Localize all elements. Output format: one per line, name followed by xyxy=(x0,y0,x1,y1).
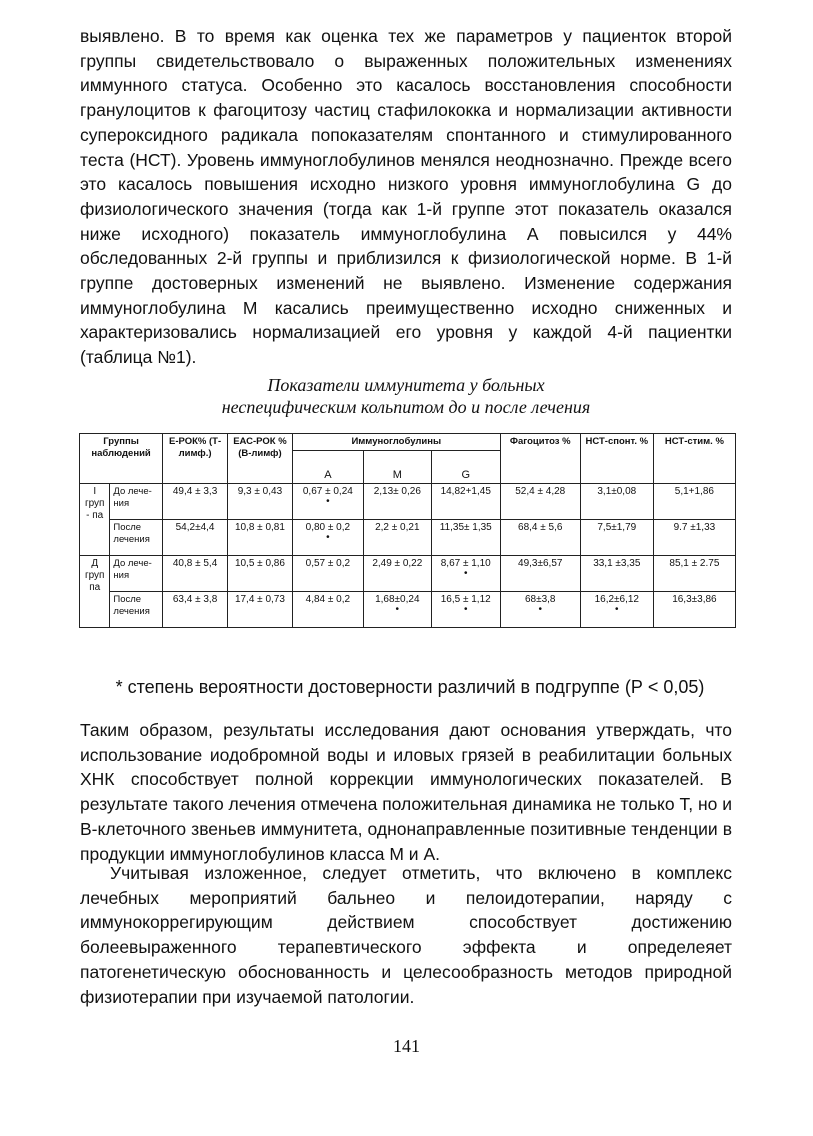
table-caption-line-1: Показатели иммунитета у больных xyxy=(267,375,545,395)
ig-m-cell: 2,2 ± 0,21 xyxy=(363,520,431,556)
ig-a-value: 0,67 ± 0,24 xyxy=(302,486,353,497)
body-paragraph-1: выявлено. В то время как оценка тех же параметров у пациенток второй группы свидетельствовало о выраженных положительных изменениях иммунного статуса. Особенно это касалось восстановления способности гранулоцитов к фагоцитозу частиц стафилококка и нормализации активности супероксидного радикала попоказателям спонтанного и стимулированного теста (НСТ). Уровень иммуноглобулинов менялся неоднозначно. Прежде всего это касалось повышения исходно низкого уровня иммуноглобулина G до физиологического значения (тогда как 1-й группе этот показатель оказался ниже исходного) показатель иммуноглобулина А повысился у 44% обследованных 2-й группы и приблизился к физиологической норме. В 1-й группе достоверных изменений не выявлено. Изменение содержания иммуноглобулина М касались преимущественно исходно сниженных и характеризовались нормализацией его уровня у каждой 4-й пациентки (таблица №1). xyxy=(80,26,732,368)
ig-m-cell xyxy=(363,592,431,628)
group-1-label: I груп - па xyxy=(80,484,110,556)
erok-cell: 54,2±4,4 xyxy=(163,520,228,556)
ig-m-value: 1,68±0,24 xyxy=(375,594,420,605)
nst-spont-cell: 7,5±1,79 xyxy=(580,520,653,556)
ig-g-value: 16,5 ± 1,12 xyxy=(440,594,491,605)
ig-g-cell xyxy=(431,592,500,628)
period-label: После лечения xyxy=(110,592,163,628)
phago-value: 68±3,8 xyxy=(524,594,556,605)
table-caption xyxy=(80,374,732,418)
immunity-table xyxy=(79,433,736,628)
ig-m-cell: 2,13± 0,26 xyxy=(363,484,431,520)
table-row xyxy=(80,592,736,628)
phago-cell: 52,4 ± 4,28 xyxy=(500,484,580,520)
erok-cell: 49,4 ± 3,3 xyxy=(163,484,228,520)
nst-spont-value: 16,2±6,12 xyxy=(594,594,639,605)
eacrok-cell: 17,4 ± 0,73 xyxy=(228,592,293,628)
eacrok-cell: 10,5 ± 0,86 xyxy=(228,556,293,592)
period-label: До лече-ния xyxy=(110,484,163,520)
nst-stim-cell: 9.7 ±1,33 xyxy=(653,520,735,556)
ig-a-cell xyxy=(292,484,363,520)
nst-stim-cell: 16,3±3,86 xyxy=(653,592,735,628)
period-label: До лече-ния xyxy=(110,556,163,592)
significance-marker: • xyxy=(326,496,330,507)
eacrok-cell: 9,3 ± 0,43 xyxy=(228,484,293,520)
ig-g-cell: 14,82+1,45 xyxy=(431,484,500,520)
table-footnote: * степень вероятности достоверности различий в подгруппе (Р < 0,05) xyxy=(115,677,705,697)
eacrok-cell: 10,8 ± 0,81 xyxy=(228,520,293,556)
table-header-row xyxy=(80,434,736,451)
significance-marker: • xyxy=(326,532,330,543)
ig-a-cell: 4,84 ± 0,2 xyxy=(292,592,363,628)
nst-stim-cell: 5,1+1,86 xyxy=(653,484,735,520)
phago-cell: 49,3±6,57 xyxy=(500,556,580,592)
page-number: 141 xyxy=(393,1036,420,1056)
significance-marker: • xyxy=(463,568,468,579)
body-paragraph-2: Таким образом, результаты исследования дают основания утверждать, что использование иодобромной воды и иловых грязей в реабилитации больных ХНК способствует полной коррекции иммунологических показателей. В результате такого лечения отмечена положительная динамика не только Т, но и В-клеточного звеньев иммунитета, однонаправленные позитивные тенденции в продукции иммуноглобулинов класса М и А. xyxy=(80,720,733,864)
header-immunoglobulins: Иммуноглобулины xyxy=(292,434,500,451)
significance-marker: • xyxy=(463,604,468,615)
ig-g-cell: 11,35± 1,35 xyxy=(431,520,500,556)
header-groups: Группы наблюдений xyxy=(80,434,163,484)
significance-marker: • xyxy=(538,604,542,615)
erok-cell: 40,8 ± 5,4 xyxy=(163,556,228,592)
phago-cell: 68,4 ± 5,6 xyxy=(500,520,580,556)
header-erok: Е-РОК% (Т-лимф.) xyxy=(163,434,228,484)
ig-g-cell xyxy=(431,556,500,592)
table-row xyxy=(80,484,736,520)
table-row xyxy=(80,556,736,592)
header-nst-stim: НСТ-стим. % xyxy=(653,434,735,484)
nst-spont-cell xyxy=(580,592,653,628)
ig-m-cell: 2,49 ± 0,22 xyxy=(363,556,431,592)
significance-marker: • xyxy=(615,604,619,615)
erok-cell: 63,4 ± 3,8 xyxy=(163,592,228,628)
table-row xyxy=(80,520,736,556)
nst-stim-cell: 85,1 ± 2.75 xyxy=(653,556,735,592)
nst-spont-cell: 33,1 ±3,35 xyxy=(580,556,653,592)
header-eacrok: ЕАС-РОК % (В-лимф) xyxy=(228,434,293,484)
header-nst-spont: НСТ-спонт. % xyxy=(580,434,653,484)
ig-g-value: 8,67 ± 1,10 xyxy=(440,558,491,569)
header-ig-g: G xyxy=(431,451,500,484)
significance-marker: • xyxy=(395,604,400,615)
header-ig-m: М xyxy=(363,451,431,484)
nst-spont-cell: 3,1±0,08 xyxy=(580,484,653,520)
ig-a-value: 0,80 ± 0,2 xyxy=(305,522,351,533)
group-2-label: Д груп па xyxy=(80,556,110,628)
period-label: После лечения xyxy=(110,520,163,556)
table-caption-line-2: неспецифическим кольпитом до и после лечения xyxy=(221,397,591,417)
header-phagocytosis: Фагоцитоз % xyxy=(500,434,580,484)
body-paragraph-3: Учитывая изложенное, следует отметить, что включено в комплекс лечебных мероприятий бальнео и пелоидотерапии, наряду с иммунокоррегирующим действием способствует достижению болеевыраженного терапевтического эффекта и определеяет патогенетическую обоснованность и целесообразность методов природной физиотерапии при изучаемой патологии. xyxy=(80,863,732,1007)
ig-a-cell xyxy=(292,520,363,556)
header-ig-a: А xyxy=(292,451,363,484)
ig-a-cell: 0,57 ± 0,2 xyxy=(292,556,363,592)
phago-cell xyxy=(500,592,580,628)
